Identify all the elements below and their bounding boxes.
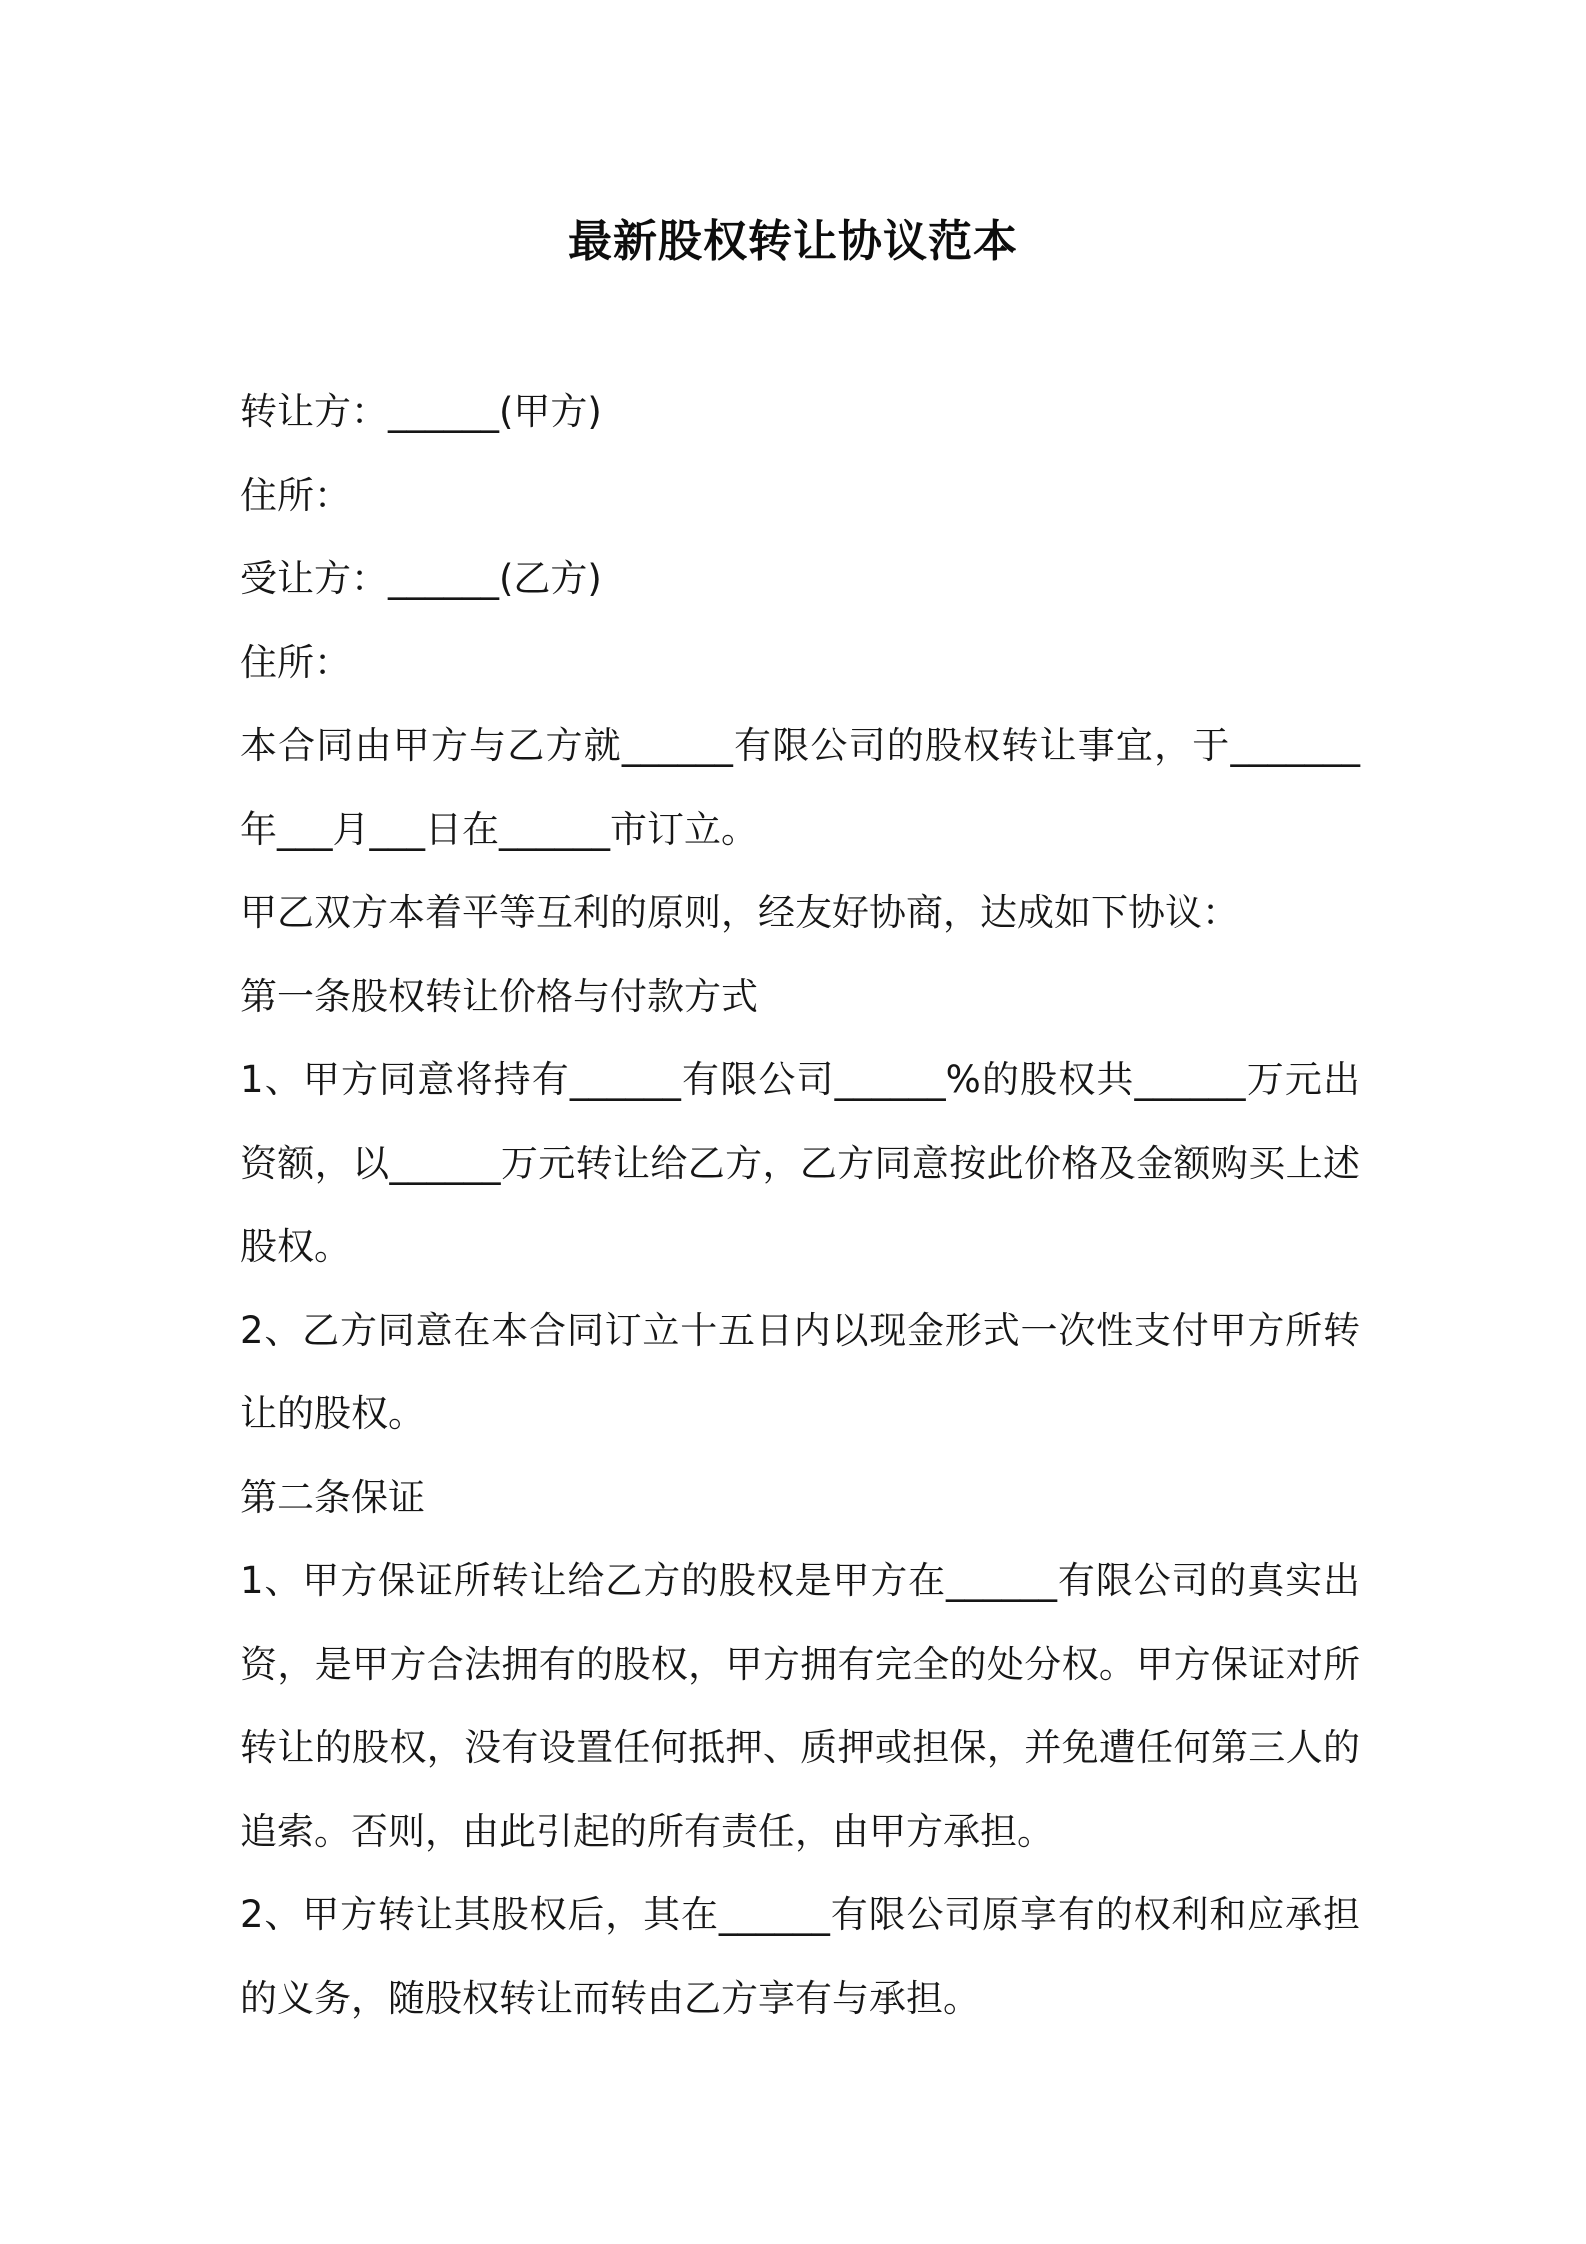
transferee-line: 受让方：______(乙方) bbox=[240, 557, 602, 600]
agreement-intro: 甲乙双方本着平等互利的原则，经友好协商，达成如下协议： bbox=[240, 891, 1239, 934]
contract-preamble: 本合同由甲方与乙方就______有限公司的股权转让事宜，于_______年___月___日在______市订立。 bbox=[240, 724, 1360, 851]
article-2-heading: 第二条保证 bbox=[240, 1475, 425, 1519]
transferor-address-line: 住所： bbox=[240, 473, 351, 517]
article-1-clause-2: 2、乙方同意在本合同订立十五日内以现金形式一次性支付甲方所转让的股权。 bbox=[240, 1308, 1360, 1435]
transferor-line: 转让方：______(甲方) bbox=[240, 390, 602, 433]
transferee-address-line: 住所： bbox=[240, 640, 351, 684]
article-1-heading: 第一条股权转让价格与付款方式 bbox=[240, 974, 758, 1018]
document-title: 最新股权转让协议范本 bbox=[568, 216, 1018, 267]
article-2-clause-2: 2、甲方转让其股权后，其在______有限公司原享有的权利和应承担的义务，随股权转让而转由乙方享有与承担。 bbox=[240, 1893, 1360, 2020]
article-1-clause-1: 1、甲方同意将持有______有限公司______%的股权共______万元出资额，以______万元转让给乙方，乙方同意按此价格及金额购买上述股权。 bbox=[240, 1058, 1360, 1268]
document-body bbox=[240, 370, 1360, 2040]
article-2-clause-1: 1、甲方保证所转让给乙方的股权是甲方在______有限公司的真实出资，是甲方合法拥有的股权，甲方拥有完全的处分权。甲方保证对所转让的股权，没有设置任何抵押、质押或担保，并免遭任何第三人的追索。否则，由此引起的所有责任，由甲方承担。 bbox=[240, 1559, 1360, 1853]
